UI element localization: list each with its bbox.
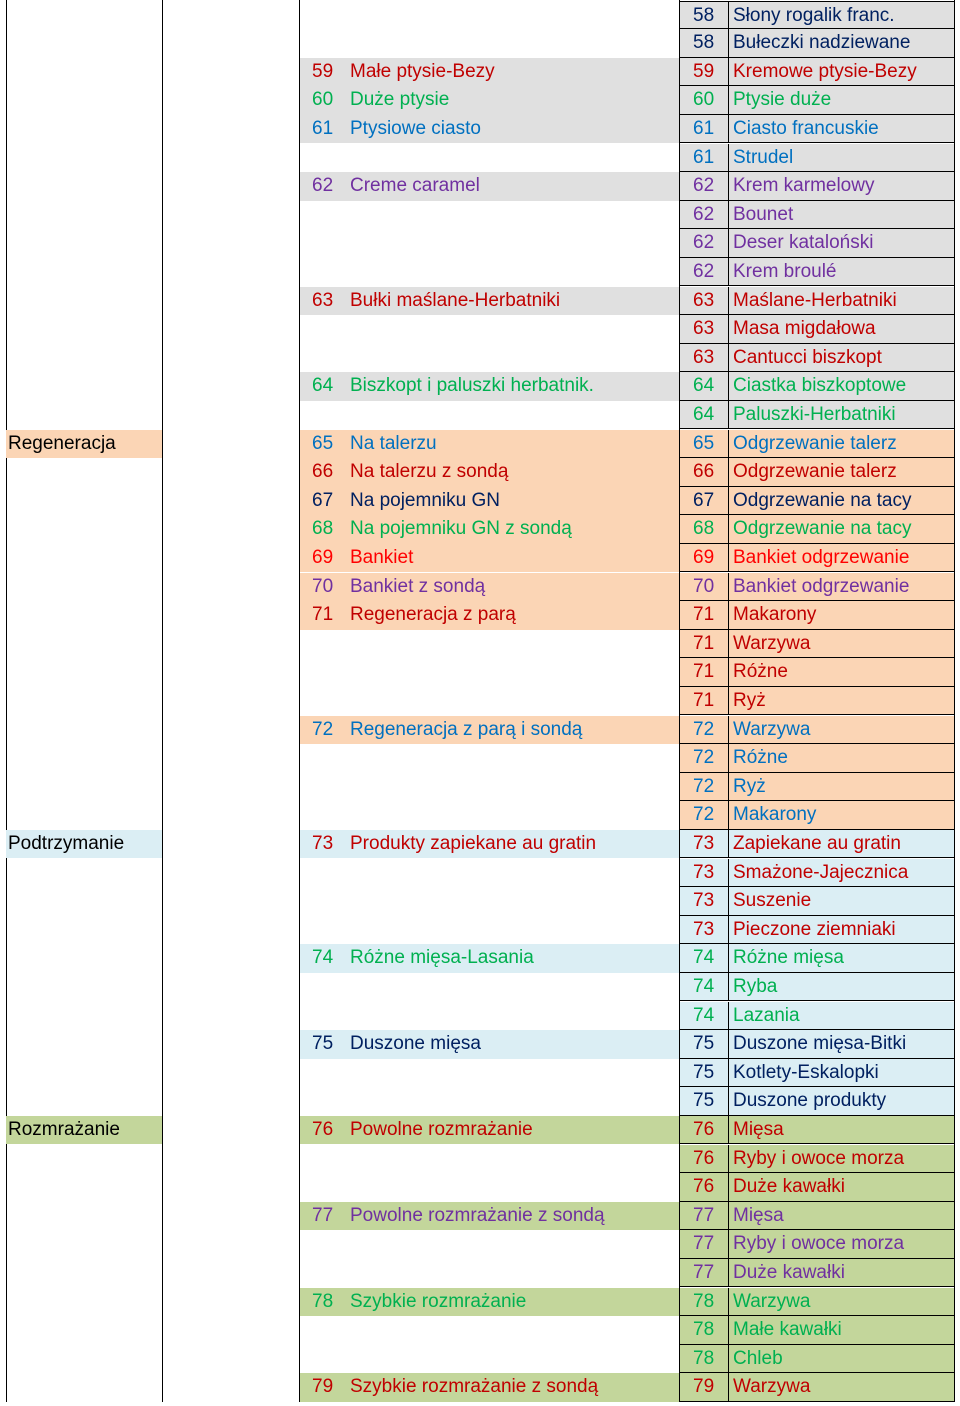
table-row: [0, 801, 960, 830]
program-number: [300, 1259, 344, 1288]
subprogram-number: 63: [680, 315, 728, 344]
program-name: [344, 315, 679, 344]
table-row: [0, 716, 960, 745]
category-label: Podtrzymanie: [6, 830, 162, 859]
program-name: [344, 144, 679, 173]
program-number: [300, 1145, 344, 1174]
subprogram-name: Paluszki-Herbatniki: [728, 401, 954, 430]
subprogram-name: Ryż: [728, 687, 954, 716]
program-name: [344, 401, 679, 430]
category-label: [6, 716, 162, 745]
program-number: 71: [300, 601, 344, 630]
program-number: [300, 973, 344, 1002]
program-number: 63: [300, 287, 344, 316]
program-number: [300, 1, 344, 30]
subprogram-name: Bułeczki nadziewane: [728, 29, 954, 58]
program-name: Na pojemniku GN: [344, 487, 679, 516]
program-number: [300, 773, 344, 802]
program-number: [300, 687, 344, 716]
table-row: [0, 487, 960, 516]
subprogram-name: Mięsa: [728, 1116, 954, 1145]
subprogram-number: 62: [680, 258, 728, 287]
program-name: [344, 744, 679, 773]
program-name: Szybkie rozmrażanie z sondą: [344, 1373, 679, 1402]
subprogram-number: 72: [680, 773, 728, 802]
program-name: [344, 801, 679, 830]
subprogram-name: Ryż: [728, 773, 954, 802]
program-number: 62: [300, 172, 344, 201]
table-row: [0, 1059, 960, 1088]
program-number: 65: [300, 430, 344, 459]
program-name: [344, 630, 679, 659]
program-name: Bankiet: [344, 544, 679, 573]
program-name: [344, 887, 679, 916]
subprogram-name: Lazania: [728, 1002, 954, 1031]
program-name: Szybkie rozmrażanie: [344, 1288, 679, 1317]
program-name: [344, 687, 679, 716]
table-row: [0, 773, 960, 802]
table-row: [0, 1259, 960, 1288]
subprogram-name: Odgrzewanie na tacy: [728, 515, 954, 544]
category-label: [6, 773, 162, 802]
program-name: Regeneracja z parą i sondą: [344, 716, 679, 745]
subprogram-name: Ryby i owoce morza: [728, 1230, 954, 1259]
category-label: [6, 1316, 162, 1345]
subprogram-number: 78: [680, 1345, 728, 1374]
table-row: [0, 515, 960, 544]
program-number: 68: [300, 515, 344, 544]
subprogram-number: 74: [680, 1002, 728, 1031]
category-label: [6, 544, 162, 573]
subprogram-name: Warzywa: [728, 1373, 954, 1402]
subprogram-number: 78: [680, 1288, 728, 1317]
category-label: [6, 115, 162, 144]
table-row: [0, 86, 960, 115]
subprogram-name: Krem broulé: [728, 258, 954, 287]
subprogram-number: 62: [680, 201, 728, 230]
subprogram-number: 58: [680, 29, 728, 58]
category-label: [6, 487, 162, 516]
table-row: [0, 344, 960, 373]
subprogram-number: 64: [680, 401, 728, 430]
program-name: [344, 1316, 679, 1345]
table-row: [0, 315, 960, 344]
subprogram-number: 72: [680, 716, 728, 745]
subprogram-name: Ptysie duże: [728, 86, 954, 115]
program-name: [344, 1, 679, 30]
table-row: [0, 601, 960, 630]
program-number: 77: [300, 1202, 344, 1231]
program-name: [344, 658, 679, 687]
table-row: [0, 573, 960, 602]
subprogram-name: Kremowe ptysie-Bezy: [728, 58, 954, 87]
category-label: [6, 973, 162, 1002]
table-row: [0, 29, 960, 58]
subprogram-name: Makarony: [728, 801, 954, 830]
category-label: [6, 344, 162, 373]
table-row: [0, 1373, 960, 1402]
category-label: [6, 1259, 162, 1288]
table-row: [0, 887, 960, 916]
subprogram-name: Masa migdałowa: [728, 315, 954, 344]
program-number: [300, 801, 344, 830]
category-label: [6, 1059, 162, 1088]
program-number: 61: [300, 115, 344, 144]
subprogram-name: Cantucci biszkopt: [728, 344, 954, 373]
program-number: [300, 916, 344, 945]
program-number: [300, 630, 344, 659]
program-number: [300, 658, 344, 687]
subprogram-name: Bankiet odgrzewanie: [728, 573, 954, 602]
program-name: Bułki maślane-Herbatniki: [344, 287, 679, 316]
program-name: Produkty zapiekane au gratin: [344, 830, 679, 859]
category-label: [6, 1145, 162, 1174]
table-row: [0, 1288, 960, 1317]
program-name: [344, 29, 679, 58]
program-number: [300, 1316, 344, 1345]
table-row: [0, 1316, 960, 1345]
subprogram-name: Suszenie: [728, 887, 954, 916]
program-number: 79: [300, 1373, 344, 1402]
program-name: [344, 1259, 679, 1288]
subprogram-number: 72: [680, 744, 728, 773]
program-number: [300, 859, 344, 888]
table-row: [0, 1030, 960, 1059]
program-number: [300, 229, 344, 258]
subprogram-name: Warzywa: [728, 630, 954, 659]
subprogram-number: 73: [680, 887, 728, 916]
table-row: [0, 687, 960, 716]
subprogram-name: Odgrzewanie talerz: [728, 458, 954, 487]
program-name: Małe ptysie-Bezy: [344, 58, 679, 87]
subprogram-name: Bankiet odgrzewanie: [728, 544, 954, 573]
program-number: [300, 1002, 344, 1031]
subprogram-name: Strudel: [728, 144, 954, 173]
program-number: [300, 1087, 344, 1116]
program-number: 64: [300, 372, 344, 401]
table-row: [0, 658, 960, 687]
program-name: [344, 201, 679, 230]
program-name: [344, 1087, 679, 1116]
subprogram-name: Ciasto francuskie: [728, 115, 954, 144]
subprogram-number: 70: [680, 573, 728, 602]
table-row: [0, 1145, 960, 1174]
category-label: [6, 29, 162, 58]
program-number: [300, 1345, 344, 1374]
program-name: Biszkopt i paluszki herbatnik.: [344, 372, 679, 401]
program-name: Regeneracja z parą: [344, 601, 679, 630]
program-number: [300, 29, 344, 58]
table-row: [0, 544, 960, 573]
table-row: [0, 1230, 960, 1259]
category-label: [6, 1202, 162, 1231]
subprogram-name: Pieczone ziemniaki: [728, 916, 954, 945]
program-name: [344, 773, 679, 802]
table-row: [0, 1116, 960, 1145]
table-row: [0, 258, 960, 287]
category-label: [6, 458, 162, 487]
category-label: [6, 201, 162, 230]
subprogram-name: Makarony: [728, 601, 954, 630]
program-name: [344, 1173, 679, 1202]
program-name: [344, 258, 679, 287]
program-number: 59: [300, 58, 344, 87]
subprogram-number: 62: [680, 172, 728, 201]
program-name: [344, 1230, 679, 1259]
program-number: 60: [300, 86, 344, 115]
subprogram-name: Warzywa: [728, 1288, 954, 1317]
program-number: [300, 201, 344, 230]
subprogram-number: 77: [680, 1259, 728, 1288]
subprogram-number: 62: [680, 229, 728, 258]
table-row: [0, 287, 960, 316]
table-row: [0, 1173, 960, 1202]
program-name: Ptysiowe ciasto: [344, 115, 679, 144]
table-row: [0, 1087, 960, 1116]
subprogram-name: Różne: [728, 658, 954, 687]
subprogram-number: 71: [680, 687, 728, 716]
subprogram-name: Maślane-Herbatniki: [728, 287, 954, 316]
subprogram-number: 75: [680, 1030, 728, 1059]
program-name: [344, 1345, 679, 1374]
program-name: Duszone mięsa: [344, 1030, 679, 1059]
program-number: 74: [300, 944, 344, 973]
table-row: [0, 916, 960, 945]
program-name: Creme caramel: [344, 172, 679, 201]
subprogram-number: 69: [680, 544, 728, 573]
table-row: [0, 1345, 960, 1374]
program-name: Duże ptysie: [344, 86, 679, 115]
subprogram-number: 76: [680, 1145, 728, 1174]
category-label: [6, 229, 162, 258]
program-number: 78: [300, 1288, 344, 1317]
subprogram-name: Odgrzewanie talerz: [728, 430, 954, 459]
subprogram-number: 68: [680, 515, 728, 544]
table-row: [0, 58, 960, 87]
subprogram-number: 60: [680, 86, 728, 115]
table-row: [0, 115, 960, 144]
program-name: Różne mięsa-Lasania: [344, 944, 679, 973]
category-label: [6, 630, 162, 659]
subprogram-number: 76: [680, 1173, 728, 1202]
subprogram-name: Deser kataloński: [728, 229, 954, 258]
subprogram-name: Kotlety-Eskalopki: [728, 1059, 954, 1088]
subprogram-number: 78: [680, 1316, 728, 1345]
program-name: Bankiet z sondą: [344, 573, 679, 602]
subprogram-number: 79: [680, 1373, 728, 1402]
subprogram-number: 58: [680, 1, 728, 30]
subprogram-name: Różne: [728, 744, 954, 773]
category-label: [6, 86, 162, 115]
category-label: [6, 1345, 162, 1374]
program-number: [300, 1059, 344, 1088]
category-label: [6, 887, 162, 916]
category-label: Rozmrażanie: [6, 1116, 162, 1145]
program-name: [344, 229, 679, 258]
subprogram-number: 65: [680, 430, 728, 459]
table-row: [0, 201, 960, 230]
subprogram-name: Zapiekane au gratin: [728, 830, 954, 859]
subprogram-name: Krem karmelowy: [728, 172, 954, 201]
category-label: [6, 372, 162, 401]
subprogram-number: 73: [680, 859, 728, 888]
program-name: [344, 1059, 679, 1088]
table-row: [0, 1, 960, 30]
table-row: [0, 944, 960, 973]
table-row: [0, 1002, 960, 1031]
category-label: [6, 944, 162, 973]
subprogram-name: Odgrzewanie na tacy: [728, 487, 954, 516]
program-number: [300, 1230, 344, 1259]
program-number: 75: [300, 1030, 344, 1059]
table-row: [0, 372, 960, 401]
program-name: Powolne rozmrażanie z sondą: [344, 1202, 679, 1231]
subprogram-number: 63: [680, 287, 728, 316]
category-label: [6, 315, 162, 344]
category-label: [6, 801, 162, 830]
table-row: [0, 229, 960, 258]
category-label: [6, 258, 162, 287]
category-label: [6, 172, 162, 201]
subprogram-number: 77: [680, 1202, 728, 1231]
program-number: 66: [300, 458, 344, 487]
subprogram-name: Słony rogalik franc.: [728, 1, 954, 30]
program-name: Na talerzu z sondą: [344, 458, 679, 487]
subprogram-number: 73: [680, 830, 728, 859]
subprogram-number: 71: [680, 601, 728, 630]
program-number: 69: [300, 544, 344, 573]
table-row: [0, 458, 960, 487]
category-label: [6, 144, 162, 173]
program-number: [300, 344, 344, 373]
subprogram-number: 73: [680, 916, 728, 945]
subprogram-number: 74: [680, 944, 728, 973]
category-label: [6, 573, 162, 602]
program-number: 76: [300, 1116, 344, 1145]
subprogram-number: 75: [680, 1087, 728, 1116]
category-label: [6, 287, 162, 316]
program-number: [300, 144, 344, 173]
subprogram-name: Ryba: [728, 973, 954, 1002]
category-label: [6, 401, 162, 430]
table-row: [0, 172, 960, 201]
table-row: [0, 430, 960, 459]
category-label: [6, 1288, 162, 1317]
subprogram-number: 71: [680, 630, 728, 659]
table-row: [0, 859, 960, 888]
table-row: [0, 830, 960, 859]
subprogram-number: 76: [680, 1116, 728, 1145]
category-label: Regeneracja: [6, 430, 162, 459]
subprogram-name: Warzywa: [728, 716, 954, 745]
category-label: [6, 859, 162, 888]
table-row: [0, 744, 960, 773]
subprogram-number: 75: [680, 1059, 728, 1088]
category-label: [6, 515, 162, 544]
category-label: [6, 916, 162, 945]
category-label: [6, 1002, 162, 1031]
table-row: [0, 401, 960, 430]
category-label: [6, 1373, 162, 1402]
subprogram-name: Duszone produkty: [728, 1087, 954, 1116]
program-number: 67: [300, 487, 344, 516]
subprogram-number: 71: [680, 658, 728, 687]
program-name: [344, 1002, 679, 1031]
subprogram-name: Smażone-Jajecznica: [728, 859, 954, 888]
program-name: [344, 1145, 679, 1174]
program-number: 73: [300, 830, 344, 859]
table-row: [0, 630, 960, 659]
subprogram-name: Ciastka biszkoptowe: [728, 372, 954, 401]
category-label: [6, 658, 162, 687]
program-name: Na pojemniku GN z sondą: [344, 515, 679, 544]
program-number: [300, 401, 344, 430]
subprogram-name: Ryby i owoce morza: [728, 1145, 954, 1174]
subprogram-number: 72: [680, 801, 728, 830]
subprogram-name: Bounet: [728, 201, 954, 230]
subprogram-number: 59: [680, 58, 728, 87]
program-number: 72: [300, 716, 344, 745]
subprogram-name: Duże kawałki: [728, 1259, 954, 1288]
program-name: Powolne rozmrażanie: [344, 1116, 679, 1145]
program-name: [344, 859, 679, 888]
subprogram-number: 77: [680, 1230, 728, 1259]
subprogram-number: 61: [680, 115, 728, 144]
subprogram-number: 61: [680, 144, 728, 173]
category-label: [6, 744, 162, 773]
program-name: [344, 973, 679, 1002]
table-row: [0, 973, 960, 1002]
subprogram-number: 74: [680, 973, 728, 1002]
program-number: [300, 258, 344, 287]
program-number: [300, 315, 344, 344]
subprogram-number: 67: [680, 487, 728, 516]
program-number: [300, 1173, 344, 1202]
table-row: [0, 144, 960, 173]
program-number: 70: [300, 573, 344, 602]
program-number: [300, 744, 344, 773]
category-label: [6, 1173, 162, 1202]
program-name: [344, 344, 679, 373]
subprogram-number: 63: [680, 344, 728, 373]
category-label: [6, 58, 162, 87]
category-label: [6, 601, 162, 630]
category-label: [6, 1030, 162, 1059]
subprogram-number: 66: [680, 458, 728, 487]
subprogram-name: Różne mięsa: [728, 944, 954, 973]
subprogram-name: Duszone mięsa-Bitki: [728, 1030, 954, 1059]
program-name: Na talerzu: [344, 430, 679, 459]
table-row: [0, 1202, 960, 1231]
category-label: [6, 1, 162, 30]
subprogram-name: Mięsa: [728, 1202, 954, 1231]
subprogram-name: Małe kawałki: [728, 1316, 954, 1345]
subprogram-name: Chleb: [728, 1345, 954, 1374]
subprogram-name: Duże kawałki: [728, 1173, 954, 1202]
program-number: [300, 887, 344, 916]
category-label: [6, 1230, 162, 1259]
category-label: [6, 1087, 162, 1116]
subprogram-number: 64: [680, 372, 728, 401]
category-label: [6, 687, 162, 716]
program-name: [344, 916, 679, 945]
